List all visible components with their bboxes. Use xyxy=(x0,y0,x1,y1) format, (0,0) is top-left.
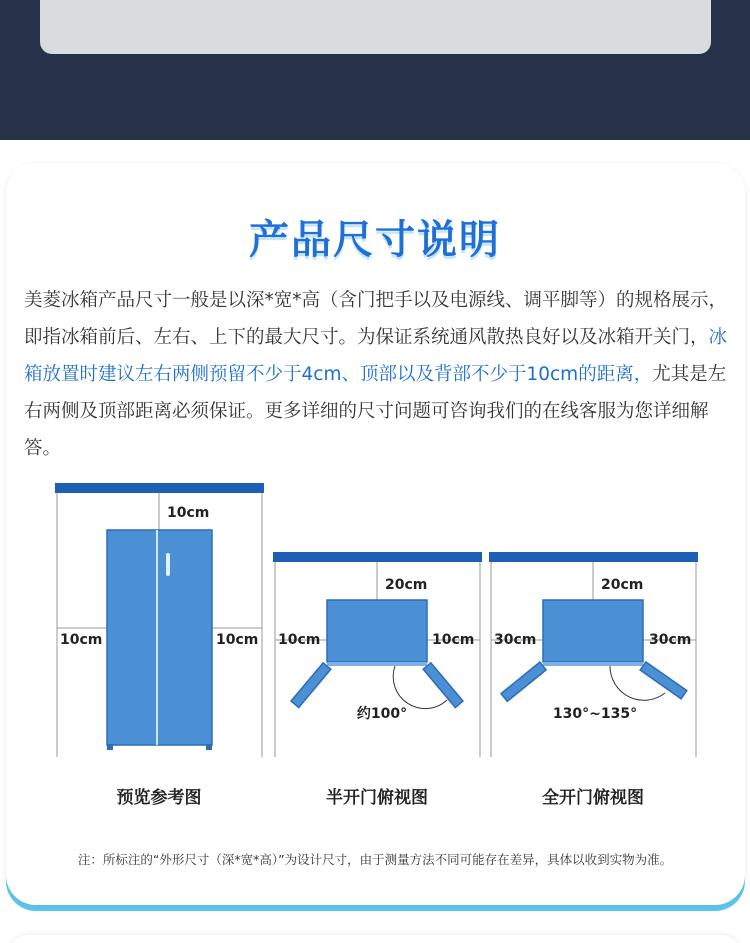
description-text-1: 美菱冰箱产品尺寸一般是以深*宽*高（含门把手以及电源线、调平脚等）的规格展示，即指冰箱前后、左右、上下的最大尺寸。为保证系统通风散热良好以及冰箱开关门， xyxy=(24,290,728,348)
half-open-right-label: 10cm xyxy=(432,632,475,648)
preview-right-label: 10cm xyxy=(216,632,259,648)
half-open-fridge-body xyxy=(327,600,427,662)
full-open-top-label: 20cm xyxy=(601,577,644,593)
next-card-edge xyxy=(8,935,742,943)
preview-left-label: 10cm xyxy=(60,632,103,648)
section-title: 产品尺寸说明 xyxy=(249,217,501,263)
half-open-top-wall xyxy=(273,552,482,562)
fridge-front xyxy=(107,530,212,745)
half-open-left-label: 10cm xyxy=(278,632,321,648)
half-open-angle-label: 约100° xyxy=(356,706,408,722)
full-open-fridge-body xyxy=(543,600,643,662)
half-open-caption: 半开门俯视图 xyxy=(326,788,428,808)
preview-top-label: 10cm xyxy=(167,505,210,521)
half-open-right-door xyxy=(423,663,463,708)
fridge-handle xyxy=(166,553,170,576)
half-open-diagram xyxy=(273,552,482,808)
preview-top-wall xyxy=(55,483,264,493)
half-open-top-label: 20cm xyxy=(385,577,428,593)
top-grey-card xyxy=(40,0,711,54)
full-open-angle-label: 130°~135° xyxy=(552,706,638,722)
full-open-right-label: 30cm xyxy=(649,632,692,648)
full-open-top-wall xyxy=(489,552,698,562)
full-open-right-door xyxy=(640,662,687,699)
full-open-left-door xyxy=(501,662,546,701)
fridge-dimension-diagrams xyxy=(0,470,750,830)
half-open-left-door xyxy=(291,663,331,708)
full-open-diagram xyxy=(489,552,698,808)
footnote: 注：所标注的“外形尺寸（深*宽*高）”为设计尺寸，由于测量方法不同可能存在差异，具体以收到实物为准。 xyxy=(77,852,673,867)
size-description xyxy=(24,282,729,467)
description-highlight: 冰箱放置时建议左右两侧预留不少于4cm、顶部以及背部不少于10cm的距离， xyxy=(24,327,728,385)
full-open-left-label: 30cm xyxy=(494,632,537,648)
description-text-2: 尤其是左右两侧及顶部距离必须保证。更多详细的尺寸问题可咨询我们的在线客服为您详细解答。 xyxy=(24,364,727,459)
preview-diagram xyxy=(55,483,264,808)
full-open-caption: 全开门俯视图 xyxy=(542,788,644,808)
preview-caption: 预览参考图 xyxy=(116,788,202,808)
